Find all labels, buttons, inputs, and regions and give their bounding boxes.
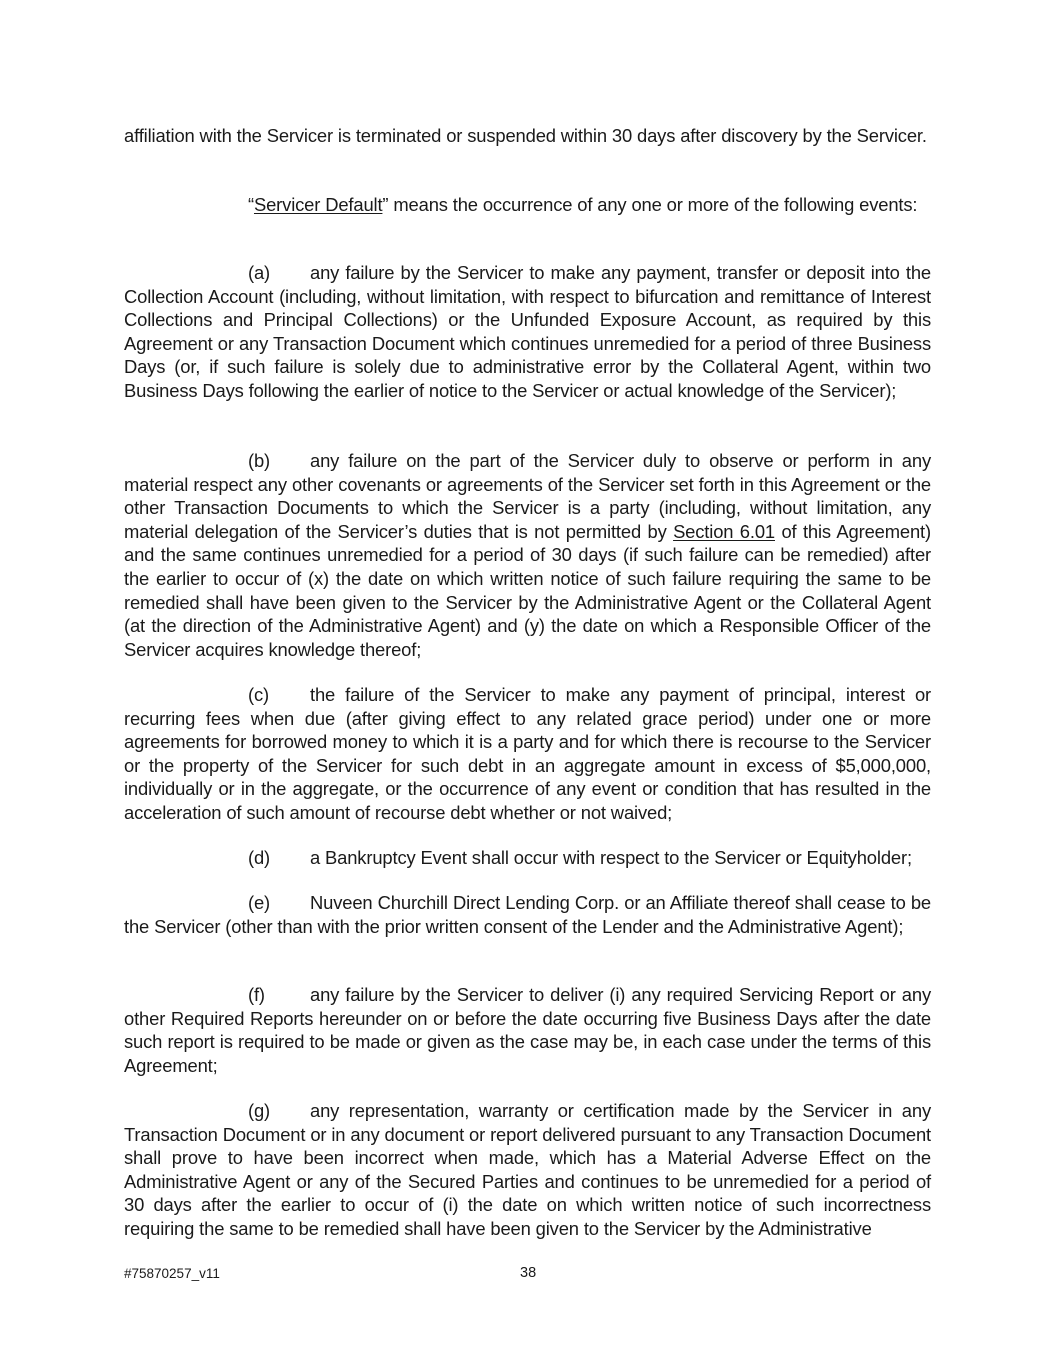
clause-text: any failure on the part of the Servicer duly to observe or perform in any material respect any other covenants or agreements of the Servicer set forth in this Agreement or the other Transaction Documents to which the Servicer is a party (including, without limitation, any material delegation of the Servicer’s duties that is not permitted by — [124, 450, 931, 542]
page-number: 38 — [520, 1265, 537, 1281]
clause-label: (a) — [248, 262, 271, 283]
definition-text: means the occurrence of any one or more of the following events: — [388, 194, 918, 215]
clause-text: any failure by the Servicer to make any payment, transfer or deposit into the Collection Account (including, without limitation, with respect to bifurcation and remittance of Interest Collections and Principal Collections) or the Unfunded Exposure Account, as required by this Agreement or any Transaction Document which continues unremedied for a period of three Business Days (or, if such failure is solely due to administrative error by the Collateral Agent, within two Business Days following the earlier of notice to the Servicer or actual knowledge of the Servicer); — [124, 262, 931, 401]
clause-c — [124, 683, 931, 825]
continuation-paragraph: affiliation with the Servicer is terminated or suspended within 30 days after discovery by the Servicer. — [124, 125, 927, 146]
clause-label: (g) — [248, 1100, 271, 1121]
clause-text: Nuveen Churchill Direct Lending Corp. or an Affiliate thereof shall cease to be the Servicer (other than with the prior written consent of the Lender and the Administrative Agent); — [124, 892, 931, 937]
document-id: #75870257_v11 — [124, 1266, 220, 1281]
open-quote: “ — [248, 194, 254, 215]
clause-g — [124, 1099, 931, 1241]
clause-a — [124, 261, 931, 403]
close-quote: ” — [382, 194, 389, 215]
clause-text: any representation, warranty or certification made by the Servicer in any Transaction Document or in any document or report delivered pursuant to any Transaction Document shall prove to have been incorrect when made, which has a Material Adverse Effect on the Administrative Agent or any of the Secured Parties and continues to be unremedied for a period of 30 days after the earlier to occur of (i) the date on which written notice of such incorrectness requiring the same to be remedied shall have been given to the Servicer by the Administrative — [124, 1100, 931, 1239]
definition-paragraph — [124, 193, 931, 217]
clause-e — [124, 891, 931, 938]
clause-text: the failure of the Servicer to make any payment of principal, interest or recurring fees when due (after giving effect to any related grace period) under one or more agreements for borrowed money to which it is a party and for which there is recourse to the Servicer or the property of the Servicer for such debt in an aggregate amount in excess of $5,000,000, individually or in the aggregate, or the occurrence of any event or condition that has resulted in the acceleration of such amount of recourse debt whether or not waived; — [124, 684, 931, 823]
clause-text-continued: of this Agreement) and the same continues unremedied for a period of 30 days (if such failure can be remedied) after the earlier to occur of (x) the date on which written notice of such failure requiring the same to be remedied shall have been given to the Servicer by the Administrative Agent or the Collateral Agent (at the direction of the Administrative Agent) and (y) the date on which a Responsible Officer of the Servicer acquires knowledge thereof; — [124, 520, 931, 660]
defined-term: Servicer Default — [253, 194, 383, 215]
clause-f — [124, 983, 931, 1077]
clause-d — [124, 846, 931, 870]
clause-label: (c) — [248, 684, 269, 705]
clause-label: (d) — [248, 847, 271, 868]
clause-label: (e) — [248, 892, 271, 913]
section-reference-link[interactable]: Section 6.01 — [673, 520, 775, 542]
clause-text: a Bankruptcy Event shall occur with respect to the Servicer or Equityholder; — [310, 847, 912, 868]
clause-b — [124, 449, 931, 661]
clause-text: any failure by the Servicer to deliver (i) any required Servicing Report or any other Required Reports hereunder on or before the date occurring five Business Days after the date such report is required to be made or given as the case may be, in each case under the terms of this Agreement; — [124, 984, 931, 1076]
clause-label: (f) — [248, 984, 265, 1005]
clause-label: (b) — [248, 450, 271, 471]
